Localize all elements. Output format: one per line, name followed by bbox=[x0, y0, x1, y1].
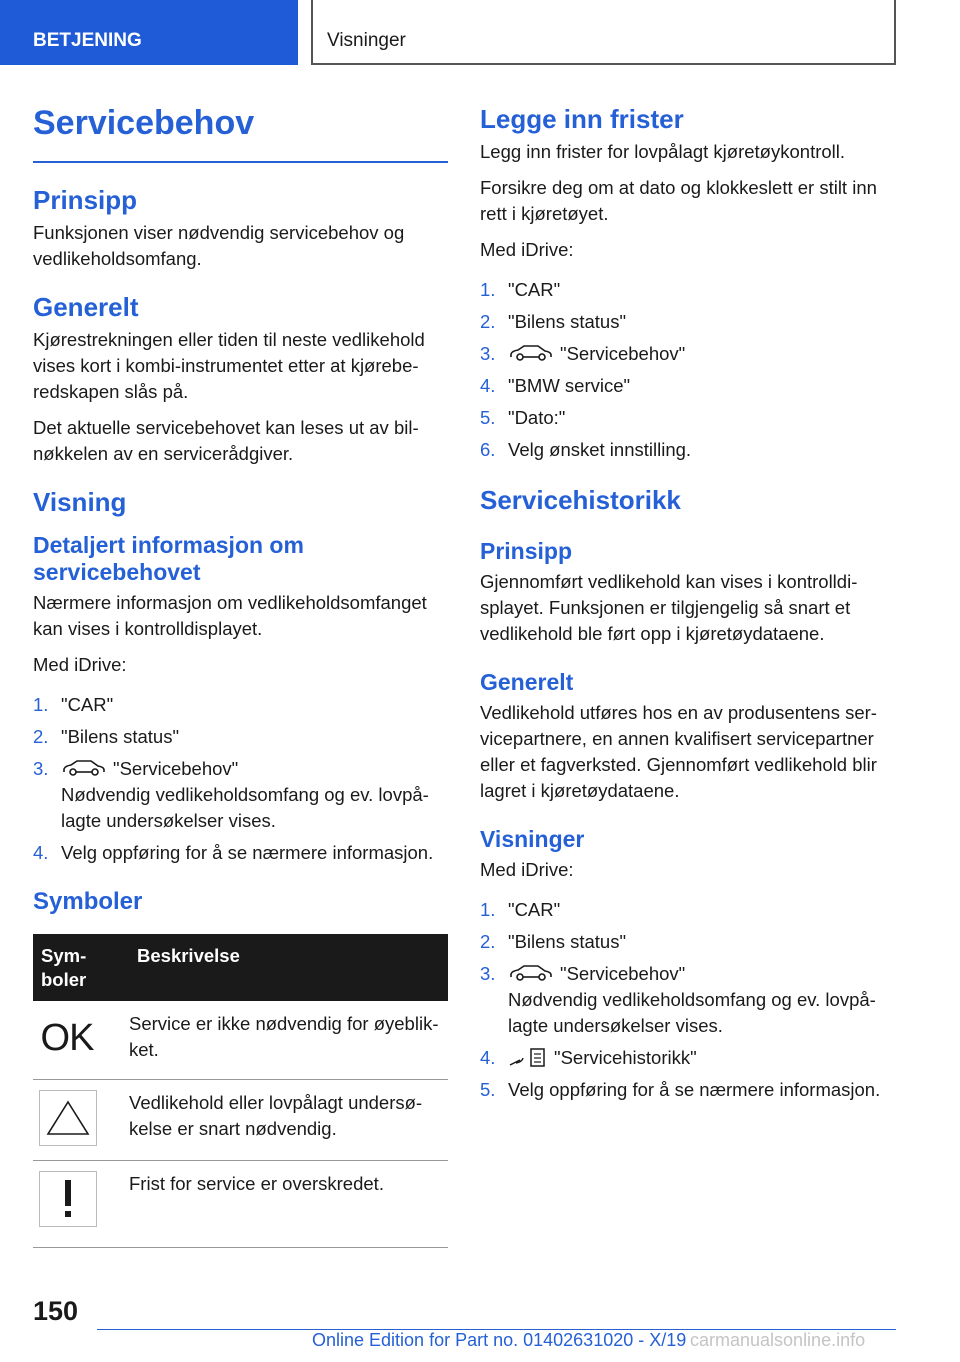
step-number: 4. bbox=[480, 375, 496, 396]
step-number: 4. bbox=[33, 842, 49, 863]
table-header-symbol: Sym-boler bbox=[33, 934, 129, 1001]
step-text: Velg oppføring for å se nærmere informasjon. bbox=[508, 1079, 881, 1100]
step-number: 1. bbox=[480, 279, 496, 300]
list-item bbox=[480, 277, 895, 303]
list-item bbox=[33, 756, 448, 834]
step-text: "Servicebehov" bbox=[560, 343, 686, 364]
step-subtext: Nødvendig vedlikeholdsomfang og ev. lovpå-lagte undersøkelser vises. bbox=[61, 784, 429, 831]
historikk-heading: Servicehistorikk bbox=[480, 485, 681, 515]
step-number: 2. bbox=[480, 931, 496, 952]
step-text: Velg ønsket innstilling. bbox=[508, 439, 692, 460]
car-icon bbox=[508, 343, 554, 363]
step-number: 4. bbox=[480, 1047, 496, 1068]
right-steps-list-2 bbox=[480, 897, 895, 1103]
ok-symbol: OK bbox=[40, 1017, 94, 1059]
left-column bbox=[33, 96, 448, 1248]
list-item bbox=[480, 341, 895, 367]
step-text: "Servicebehov" bbox=[560, 963, 686, 984]
step-number: 3. bbox=[480, 343, 496, 364]
step-text: "CAR" bbox=[61, 694, 114, 715]
page-number: 150 bbox=[33, 1296, 79, 1326]
watermark: carmanualsonline.info bbox=[690, 1330, 866, 1350]
step-text: "Servicehistorikk" bbox=[554, 1047, 697, 1068]
list-item bbox=[480, 309, 895, 335]
step-text: "Servicebehov" bbox=[113, 758, 239, 779]
page-title: Servicebehov bbox=[33, 104, 255, 142]
right-column bbox=[480, 96, 895, 1119]
step-number: 3. bbox=[33, 758, 49, 779]
service-history-icon bbox=[508, 1046, 548, 1068]
table-row bbox=[33, 1080, 448, 1161]
step-number: 1. bbox=[480, 899, 496, 920]
step-text: "Dato:" bbox=[508, 407, 566, 428]
list-item bbox=[33, 840, 448, 866]
right-steps-list bbox=[480, 277, 895, 463]
list-item bbox=[33, 724, 448, 750]
step-number: 5. bbox=[480, 407, 496, 428]
frister-heading: Legge inn frister bbox=[480, 104, 684, 134]
visning-heading: Visning bbox=[33, 487, 127, 517]
symbols-table bbox=[33, 934, 448, 1248]
step-number: 5. bbox=[480, 1079, 496, 1100]
list-item bbox=[480, 1045, 895, 1071]
list-item bbox=[480, 437, 895, 463]
generelt-heading: Generelt bbox=[33, 292, 139, 322]
detaljert-text: Nærmere informasjon om vedlikeholdsomfanget kan vises i kontrolldisplayet. bbox=[33, 592, 427, 639]
list-item bbox=[480, 405, 895, 431]
generelt-heading-right: Generelt bbox=[480, 669, 574, 695]
list-item bbox=[480, 897, 895, 923]
step-number: 6. bbox=[480, 439, 496, 460]
warning-triangle-icon bbox=[39, 1090, 97, 1146]
generelt-paragraph-1: Kjørestrekningen eller tiden til neste vedlikehold vises kort i kombi-instrumentet etter at kjørebe-redskapen slås på. bbox=[33, 329, 425, 402]
table-cell-description: Vedlikehold eller lovpålagt undersø-kelse er snart nødvendig. bbox=[129, 1080, 448, 1161]
step-number: 1. bbox=[33, 694, 49, 715]
left-steps-list bbox=[33, 692, 448, 866]
step-number: 2. bbox=[33, 726, 49, 747]
frister-paragraph-1: Legg inn frister for lovpålagt kjøretøykontroll. bbox=[480, 141, 846, 162]
step-subtext: Nødvendig vedlikeholdsomfang og ev. lovpå-lagte undersøkelser vises. bbox=[508, 989, 876, 1036]
step-text: "CAR" bbox=[508, 899, 561, 920]
visninger-heading: Visninger bbox=[480, 826, 585, 852]
chapter-tab: Visninger bbox=[311, 0, 896, 65]
step-text: "Bilens status" bbox=[508, 311, 627, 332]
generelt-paragraph-2: Det aktuelle servicebehovet kan leses ut av bil-nøkkelen av en servicerådgiver. bbox=[33, 417, 419, 464]
section-tab: BETJENING bbox=[0, 0, 298, 65]
list-item bbox=[480, 1077, 895, 1103]
idrive-label-2: Med iDrive: bbox=[480, 859, 574, 880]
step-text: Velg oppføring for å se nærmere informasjon. bbox=[61, 842, 434, 863]
detaljert-heading: Detaljert informasjon om servicebehovet bbox=[33, 532, 304, 585]
idrive-label: Med iDrive: bbox=[33, 654, 127, 675]
step-number: 3. bbox=[480, 963, 496, 984]
step-text: "BMW service" bbox=[508, 375, 631, 396]
step-text: "Bilens status" bbox=[61, 726, 180, 747]
table-cell-description: Service er ikke nødvendig for øyeblik-ket. bbox=[129, 1001, 448, 1080]
prinsipp-text: Funksjonen viser nødvendig servicebehov og vedlikeholdsomfang. bbox=[33, 222, 405, 269]
exclamation-icon bbox=[39, 1171, 97, 1227]
car-icon bbox=[61, 758, 107, 778]
table-row bbox=[33, 1161, 448, 1248]
list-item bbox=[480, 961, 895, 1039]
title-divider bbox=[33, 161, 448, 163]
prinsipp-heading-right: Prinsipp bbox=[480, 538, 573, 564]
edition-text: Online Edition for Part no. 01402631020 - X/19 bbox=[312, 1330, 687, 1350]
step-text: "CAR" bbox=[508, 279, 561, 300]
list-item bbox=[480, 929, 895, 955]
step-text: "Bilens status" bbox=[508, 931, 627, 952]
frister-paragraph-2: Forsikre deg om at dato og klokkeslett er stilt inn rett i kjøretøyet. bbox=[480, 177, 877, 224]
car-icon bbox=[508, 963, 554, 983]
historikk-prinsipp-text: Gjennomført vedlikehold kan vises i kontrolldi-splayet. Funksjonen er tilgjengelig så snart et vedlikehold ble ført opp i kjøretøydataene. bbox=[480, 571, 858, 644]
list-item bbox=[480, 373, 895, 399]
symboler-heading: Symboler bbox=[33, 888, 143, 915]
prinsipp-heading: Prinsipp bbox=[33, 185, 138, 215]
table-header-description: Beskrivelse bbox=[129, 934, 448, 1001]
historikk-generelt-text: Vedlikehold utføres hos en av produsentens ser-vicepartnere, en annen kvalifisert servicepartner eller et fagverksted. Gjennomført vedlikehold blir lagret i kjøretøydataene. bbox=[480, 702, 877, 801]
idrive-label: Med iDrive: bbox=[480, 239, 574, 260]
table-row bbox=[33, 1001, 448, 1080]
table-cell-description: Frist for service er overskredet. bbox=[129, 1161, 448, 1248]
step-number: 2. bbox=[480, 311, 496, 332]
list-item bbox=[33, 692, 448, 718]
